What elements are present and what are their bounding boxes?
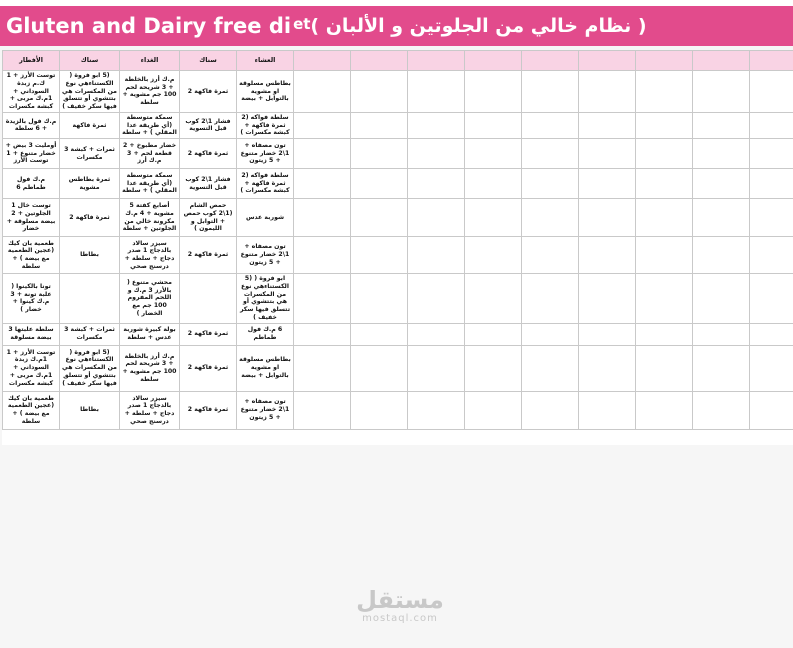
empty-cell <box>750 274 793 324</box>
empty-cell <box>465 199 522 237</box>
meal-cell: أومليت 3 بيض + خضار متنوع + 1 توست الأرز <box>3 139 60 169</box>
table-row <box>3 169 793 199</box>
empty-cell <box>636 71 693 113</box>
empty-cell <box>351 112 408 138</box>
meal-cell: 6 م.ك فول طماطم <box>237 323 294 345</box>
empty-cell <box>522 391 579 429</box>
empty-cell <box>351 199 408 237</box>
header-empty <box>522 51 579 71</box>
meal-cell: ثمرات + كبشة 3 مكسرات <box>60 323 120 345</box>
empty-cell <box>408 112 465 138</box>
meal-cell <box>60 274 120 324</box>
empty-cell <box>750 199 793 237</box>
meal-cell: توست الأرز + 1 ك.م زبدة السوداني + 1م.ك مربى + كبشة مكسرات <box>3 71 60 113</box>
meal-cell: تون مصفاه + 1\2 خضار متنوع + 5 زيتون <box>237 237 294 274</box>
meal-cell: بطاطس مسلوقة او مشوية بالتوابل + بيضة <box>237 345 294 391</box>
meal-cell: بطاطس مسلوقة او مشوية بالتوابل + بيضة <box>237 71 294 113</box>
header-dinner: العشاء <box>237 51 294 71</box>
meal-cell: ابو فروة ( (5 الكستناءهي نوع من المكسرات هي بتتشوي أو تتسلق فيها سكر خفيف ) <box>237 274 294 324</box>
empty-cell <box>693 199 750 237</box>
meal-plan-table <box>2 50 793 430</box>
meal-cell: محشي متنوع ( بالأرز 3 م.ك و اللحم المفروم 100 جم مع الخضار ) <box>120 274 180 324</box>
empty-cell <box>693 71 750 113</box>
meal-cell: بطاطا <box>60 237 120 274</box>
empty-cell <box>636 323 693 345</box>
empty-cell <box>351 169 408 199</box>
table-body <box>3 71 793 430</box>
empty-cell <box>465 139 522 169</box>
empty-cell <box>693 323 750 345</box>
header-empty <box>693 51 750 71</box>
meal-cell: ثمرة فاكهة 2 <box>180 323 237 345</box>
meal-cell: ثمرة فاكهة 2 <box>180 237 237 274</box>
empty-cell <box>408 345 465 391</box>
empty-cell <box>465 274 522 324</box>
header-lunch: الغداء <box>120 51 180 71</box>
empty-cell <box>750 323 793 345</box>
header-row <box>3 51 793 71</box>
empty-cell <box>579 237 636 274</box>
empty-cell <box>579 169 636 199</box>
empty-cell <box>465 71 522 113</box>
empty-cell <box>636 112 693 138</box>
empty-cell <box>636 274 693 324</box>
empty-cell <box>351 274 408 324</box>
meal-cell: ثمرة فاكهة 2 <box>180 391 237 429</box>
empty-cell <box>465 169 522 199</box>
empty-cell <box>465 391 522 429</box>
empty-cell <box>408 169 465 199</box>
header-snack-1: سناك <box>60 51 120 71</box>
empty-cell <box>522 345 579 391</box>
empty-cell <box>408 323 465 345</box>
meal-cell: توست الأرز + 1 1م.ك زبدة السوداني + 1م.ك مربى + كبشة مكسرات <box>3 345 60 391</box>
empty-cell <box>522 139 579 169</box>
header-empty <box>351 51 408 71</box>
empty-cell <box>408 237 465 274</box>
meal-cell: طعمية بان كيك (عجين الطعمية مع بيضة ) + سلطة <box>3 391 60 429</box>
empty-cell <box>294 237 351 274</box>
meal-cell: تونا بالكينوا ( علبة تونة + 3 م.ك كينوا + خضار ) <box>3 274 60 324</box>
empty-cell <box>408 199 465 237</box>
table-row <box>3 345 793 391</box>
empty-cell <box>579 139 636 169</box>
empty-cell <box>750 139 793 169</box>
meal-cell: توست خال 1 الجلوتين + 2 بيضة مسلوقة + خضار <box>3 199 60 237</box>
empty-cell <box>636 237 693 274</box>
empty-cell <box>294 71 351 113</box>
meal-cell: ثمرة فاكهة 2 <box>180 345 237 391</box>
meal-plan-sheet <box>2 50 793 445</box>
meal-cell: بولة كبيرة شوربة عدس + سلطة <box>120 323 180 345</box>
meal-cell: خضار مطبوخ + 2 قطعة لحم + 3 م.ك أرز <box>120 139 180 169</box>
empty-cell <box>579 199 636 237</box>
empty-cell <box>693 237 750 274</box>
empty-cell <box>579 112 636 138</box>
meal-cell: م.ك فول طماطم 6 <box>3 169 60 199</box>
table-row <box>3 112 793 138</box>
empty-cell <box>522 323 579 345</box>
meal-cell: م.ك أرز بالخلطة + 3 شريحة لحم 100 جم مشوية + سلطة <box>120 71 180 113</box>
header-empty <box>465 51 522 71</box>
empty-cell <box>522 199 579 237</box>
title-bar <box>0 6 793 46</box>
meal-cell: فشار 1\2 كوب قبل التسوية <box>180 169 237 199</box>
empty-cell <box>294 139 351 169</box>
empty-cell <box>408 391 465 429</box>
meal-cell: م.ك أرز بالخلطة + 3 شريحة لحم 100 جم مشوية + سلطة <box>120 345 180 391</box>
meal-cell: سلطة فواكه (2 ثمرة فاكهة + كبشة مكسرات ) <box>237 169 294 199</box>
header-empty <box>636 51 693 71</box>
watermark-logo-en: mostaql.com <box>362 613 438 624</box>
empty-cell <box>750 345 793 391</box>
empty-cell <box>636 199 693 237</box>
empty-cell <box>294 391 351 429</box>
meal-cell: سمكة متوسطة (أي طريقة عدا المقلي ) + سلطة <box>120 169 180 199</box>
meal-cell: طعمية بان كيك (عجين الطعمية مع بيضة ) + سلطة <box>3 237 60 274</box>
meal-cell: شوربة عدس <box>237 199 294 237</box>
title-english <box>6 14 310 38</box>
meal-cell: ثمرة فاكهة <box>60 112 120 138</box>
table-row <box>3 237 793 274</box>
empty-cell <box>693 274 750 324</box>
meal-cell: سلطة فواكه (2 ثمرة فاكهة + كبشة مكسرات ) <box>237 112 294 138</box>
empty-cell <box>636 391 693 429</box>
meal-cell: تون مصفاه + 1\2 خضار متنوع + 5 زيتون <box>237 139 294 169</box>
empty-cell <box>750 169 793 199</box>
header-empty <box>294 51 351 71</box>
table-row <box>3 71 793 113</box>
header-empty <box>750 51 793 71</box>
meal-cell: أصابع كفتة 5 مشوية + 4 م.ك مكرونة خالي من الجلوتين + سلطة <box>120 199 180 237</box>
meal-cell: سلطة علبتها 3 بيضة مسلوقة <box>3 323 60 345</box>
empty-cell <box>693 169 750 199</box>
header-empty <box>579 51 636 71</box>
empty-cell <box>522 169 579 199</box>
empty-cell <box>294 112 351 138</box>
title-arabic: ( نظام خالي من الجلوتين و الألبان ) <box>310 15 647 37</box>
watermark-logo-ar: مستقل <box>356 586 444 614</box>
meal-cell: (5 ابو فروة ( الكستناءهي نوع من المكسرات هي بتتشوي أو تتسلق فيها سكر خفيف ) <box>60 345 120 391</box>
meal-cell: ثمرة فاكهة 2 <box>180 71 237 113</box>
empty-cell <box>522 237 579 274</box>
empty-cell <box>294 199 351 237</box>
table-row <box>3 323 793 345</box>
empty-cell <box>636 169 693 199</box>
empty-cell <box>351 139 408 169</box>
empty-cell <box>579 323 636 345</box>
empty-cell <box>579 71 636 113</box>
table-row <box>3 199 793 237</box>
empty-cell <box>294 169 351 199</box>
empty-cell <box>408 274 465 324</box>
meal-cell: سمكة متوسطة (أي طريقة عدا المقلي ) + سلطة <box>120 112 180 138</box>
empty-cell <box>351 237 408 274</box>
empty-cell <box>750 112 793 138</box>
empty-cell <box>522 274 579 324</box>
empty-cell <box>579 391 636 429</box>
empty-cell <box>750 391 793 429</box>
empty-cell <box>579 345 636 391</box>
empty-cell <box>351 323 408 345</box>
meal-cell: ثمرة بطاطس مشوية <box>60 169 120 199</box>
empty-cell <box>351 391 408 429</box>
empty-cell <box>465 345 522 391</box>
empty-cell <box>693 391 750 429</box>
empty-cell <box>693 112 750 138</box>
empty-cell <box>750 71 793 113</box>
meal-cell: ثمرات + كبشة 3 مكسرات <box>60 139 120 169</box>
empty-cell <box>408 139 465 169</box>
meal-cell: ثمرة فاكهة 2 <box>60 199 120 237</box>
table-row <box>3 139 793 169</box>
meal-cell <box>180 274 237 324</box>
meal-cell: بطاطا <box>60 391 120 429</box>
empty-cell <box>579 274 636 324</box>
meal-cell: فشار 1\2 كوب قبل التسوية <box>180 112 237 138</box>
meal-cell: تون مصفاه + 1\2 خضار متنوع + 5 زيتون <box>237 391 294 429</box>
empty-cell <box>351 345 408 391</box>
empty-cell <box>636 345 693 391</box>
empty-cell <box>636 139 693 169</box>
empty-cell <box>693 139 750 169</box>
empty-cell <box>522 71 579 113</box>
title-english-tail: et <box>293 15 311 33</box>
empty-cell <box>693 345 750 391</box>
header-snack-2: سناك <box>180 51 237 71</box>
title-english-main: Gluten and Dairy free di <box>6 14 292 38</box>
empty-cell <box>294 274 351 324</box>
header-empty <box>408 51 465 71</box>
table-row <box>3 274 793 324</box>
empty-cell <box>351 71 408 113</box>
header-breakfast: الأفطار <box>3 51 60 71</box>
empty-cell <box>408 71 465 113</box>
watermark <box>350 588 450 624</box>
empty-cell <box>465 237 522 274</box>
meal-cell: م.ك فول بالزيدة + 6 سلطة <box>3 112 60 138</box>
empty-cell <box>750 237 793 274</box>
meal-cell: ثمرة فاكهة 2 <box>180 139 237 169</box>
empty-cell <box>465 112 522 138</box>
meal-cell: سيزر سالاد بالدجاج 1 صدر دجاج + سلطة + درسنج صحي <box>120 391 180 429</box>
empty-cell <box>294 323 351 345</box>
meal-cell: سيزر سالاد بالدجاج 1 صدر دجاج + سلطة + درسنج صحي <box>120 237 180 274</box>
empty-cell <box>294 345 351 391</box>
meal-cell: (5 ابو فروة ( الكستناءهي نوع من المكسرات هي بتتشوي أو تتسلق فيها سكر خفيف ) <box>60 71 120 113</box>
empty-cell <box>522 112 579 138</box>
empty-cell <box>465 323 522 345</box>
table-row <box>3 391 793 429</box>
meal-cell: حمص الشام (1\2 كوب حمص + التوابل و الليمون ) <box>180 199 237 237</box>
